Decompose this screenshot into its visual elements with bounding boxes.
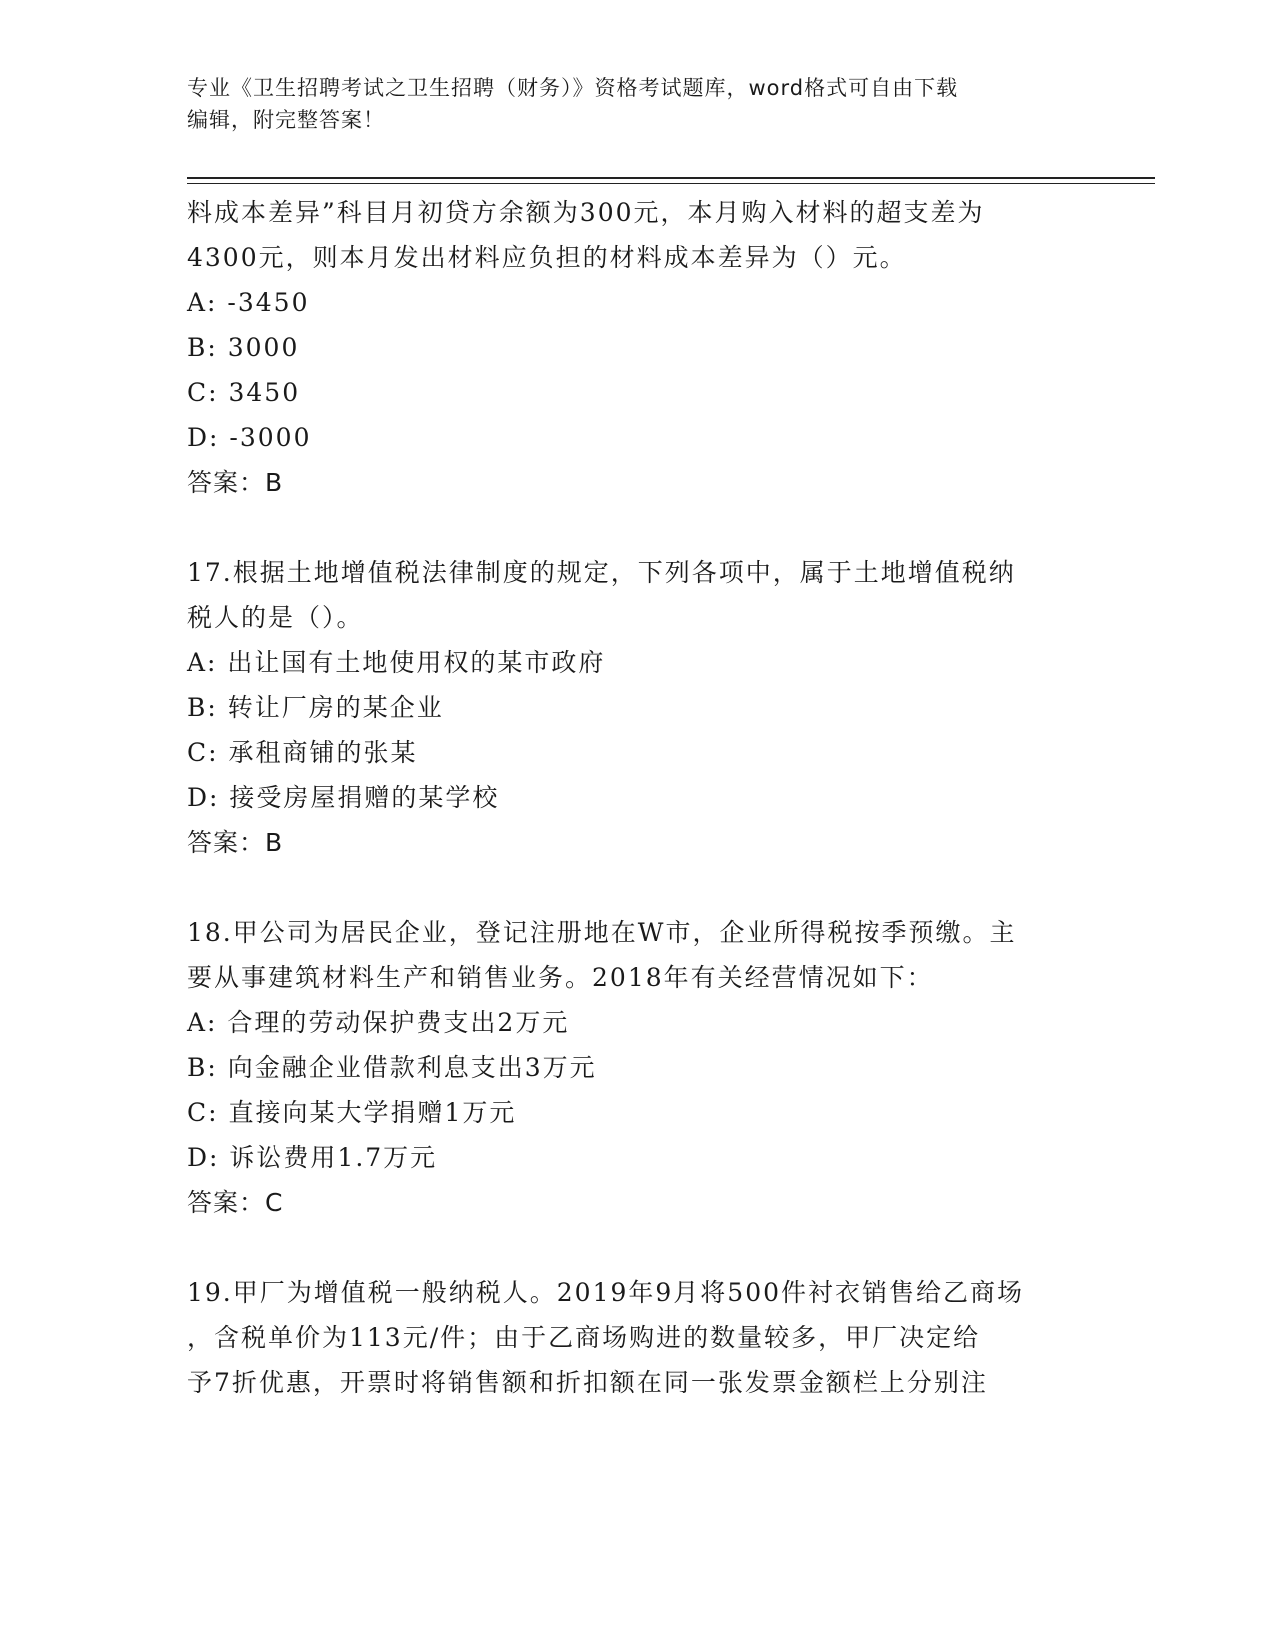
header-line-1: 专业《卫生招聘考试之卫生招聘（财务）》资格考试题库，word格式可自由下载 [187,76,959,100]
answer-label: 答案：B [187,828,284,857]
option-c: C: 3450 [187,378,301,407]
question-stem-line: ，含税单价为113元/件；由于乙商场购进的数量较多，甲厂决定给 [187,1323,981,1352]
question-stem-line: 17.根据土地增值税法律制度的规定，下列各项中，属于土地增值税纳 [187,558,1016,587]
question-stem-line: 18.甲公司为居民企业，登记注册地在W市，企业所得税按季预缴。主 [187,918,1017,947]
question-stem-line: 料成本差异”科目月初贷方余额为300元，本月购入材料的超支差为 [187,198,985,227]
option-b: B: 向金融企业借款利息支出3万元 [187,1053,597,1082]
option-a: A: 出让国有土地使用权的某市政府 [187,648,606,677]
question-stem-line: 4300元，则本月发出材料应负担的材料成本差异为（）元。 [187,243,907,272]
option-c: C: 直接向某大学捐赠1万元 [187,1098,517,1127]
option-c: C: 承租商铺的张某 [187,738,418,767]
question-17 [187,550,1087,865]
option-b: B: 3000 [187,333,300,362]
question-16 [187,190,1087,505]
answer-label: 答案：C [187,1188,284,1217]
question-stem-line: 要从事建筑材料生产和销售业务。2018年有关经营情况如下： [187,963,934,992]
header-divider-thin [187,183,1155,184]
option-b: B: 转让厂房的某企业 [187,693,444,722]
document-body [187,190,1087,1405]
document-header [187,72,1067,136]
question-stem-line: 19.甲厂为增值税一般纳税人。2019年9月将500件衬衣销售给乙商场 [187,1278,1025,1307]
spacer [187,1225,1087,1270]
option-d: D: -3000 [187,423,312,452]
option-d: D: 接受房屋捐赠的某学校 [187,783,500,812]
spacer [187,865,1087,910]
question-stem-line: 税人的是（）。 [187,603,364,632]
question-stem-line: 予7折优惠，开票时将销售额和折扣额在同一张发票金额栏上分别注 [187,1368,988,1397]
question-18 [187,910,1087,1225]
option-a: A: 合理的劳动保护费支出2万元 [187,1008,570,1037]
question-19 [187,1270,1087,1405]
answer-label: 答案：B [187,468,284,497]
header-divider-thick [187,177,1155,179]
option-a: A: -3450 [187,288,310,317]
spacer [187,505,1087,550]
header-line-2: 编辑，附完整答案！ [187,108,385,132]
option-d: D: 诉讼费用1.7万元 [187,1143,438,1172]
